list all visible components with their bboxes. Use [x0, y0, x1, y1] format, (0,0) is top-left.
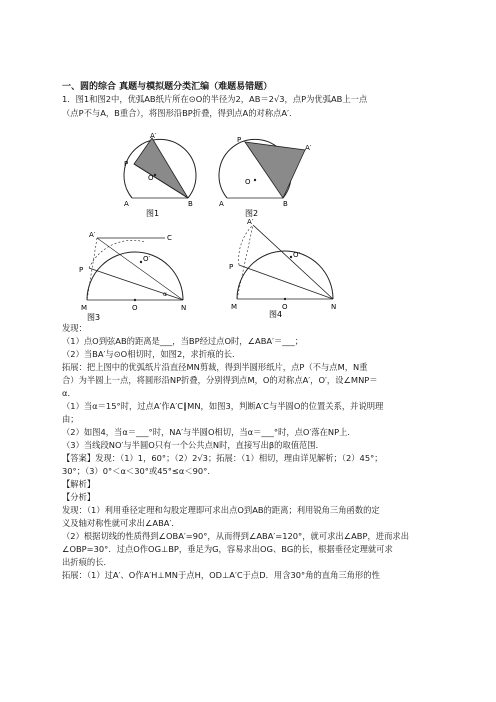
analysis-heading: 【解析】 — [62, 479, 96, 489]
fig1-label: A — [124, 200, 129, 208]
text-line: 发现：（1）利用垂径定理和勾股定理即可求出点O到AB的距离；利用锐角三角函数的定 — [62, 505, 380, 515]
fig1-caption: 图1 — [146, 209, 160, 218]
fig2-label: A′ — [305, 144, 312, 152]
fig1-label: B — [188, 200, 193, 208]
fig2-label: O — [245, 178, 251, 186]
answer-line: 【答案】发现：（1）1，60°；（2）2√3；拓展：（1）相切，理由详见解析；（2）45°； — [62, 453, 383, 463]
fig1-label: O — [148, 174, 154, 182]
fig2-label: A — [219, 200, 224, 208]
text-line: 拓展：把上图中的优弧纸片沿直径MN剪裁，得到半圆形纸片，点P（不与点M，N重 — [62, 362, 368, 372]
text-line: 发现： — [62, 323, 87, 333]
text-line: （1）当α＝15°时，过点A′作A′C∥MN，如图3，判断A′C与半圆O的位置关系，并说明理 — [62, 401, 384, 411]
text-line: 合）为半圆上一点，将圆形沿NP折叠，分别得到点M，O的对称点A′，O′，设∠MNP＝ — [62, 375, 378, 385]
fig4-label: P — [229, 263, 234, 271]
fig4-caption: 图4 — [269, 310, 283, 319]
fig4-label: M — [231, 303, 238, 311]
fig3-label: P — [79, 266, 84, 274]
figure-3 — [75, 228, 195, 323]
fig4-label: O — [282, 303, 288, 311]
analysis-heading: 【分析】 — [62, 492, 96, 502]
figure-1 — [110, 120, 200, 220]
text-line: 由； — [62, 414, 79, 424]
fig3-label: α — [163, 291, 167, 298]
text-line: （点P不与A，B重合），将图形沿BP折叠，得到点A的对称点A′. — [62, 108, 292, 118]
fig3-label: N — [181, 304, 187, 312]
text-line: （2）如图4，当α＝___°时，NA′与半圆O相切，当α＝___°时，点O′落在NP上． — [62, 427, 356, 437]
fig3-caption: 图3 — [87, 313, 101, 322]
fig3-label: M — [81, 304, 88, 312]
fig1-label: A′ — [150, 132, 157, 140]
answer-line: 30°；（3）0°＜α＜30°或45°≤α＜90°． — [62, 466, 216, 476]
text-line: 出折痕的长． — [62, 557, 112, 567]
figure-4 — [225, 215, 345, 320]
fig1-label: P — [124, 160, 129, 168]
text-line: 义及轴对称性就可求出∠ABA′． — [62, 518, 180, 528]
fig4-label: A′ — [247, 218, 254, 226]
fig4-label: N — [331, 303, 337, 311]
text-line: 1．图1和图2中，优弧AB纸片所在⊙O的半径为2，AB＝2√3，点P为优弧AB上一点 — [62, 94, 368, 104]
fig2-label: B — [283, 200, 288, 208]
fig2-caption: 图2 — [245, 209, 259, 218]
text-line: （2）当BA′与⊙O相切时，如图2，求折痕的长． — [62, 349, 241, 359]
text-line: （3）当线段NO′与半圆O只有一个公共点N时，直接写出β的取值范围． — [62, 440, 324, 450]
text-line: α． — [62, 388, 76, 398]
text-line: 拓展：（1）过A′、O作A′H⊥MN于点H，OD⊥A′C于点D．用含30°角的直角三角形的性 — [62, 570, 380, 580]
figure-2 — [205, 120, 315, 220]
fig3-label: A′ — [89, 231, 96, 239]
fig3-label: C — [167, 234, 172, 242]
fig3-label: O′ — [143, 255, 151, 263]
text-line: （2）根据切线的性质得到∠OBA′=90°，从而得到∠ABA′=120°，就可求出∠ABP，进而求出 — [62, 531, 409, 541]
fig2-label: P — [237, 136, 242, 144]
text-line: ∠OBP=30°．过点O作OG⊥BP，垂足为G，容易求出OG、BG的长，根据垂径定理就可求 — [62, 544, 393, 554]
fig3-label: O — [132, 304, 138, 312]
fig4-label: O′ — [293, 251, 301, 259]
section-title: 一、圆的综合 真题与模拟题分类汇编（难题易错题） — [62, 82, 273, 92]
text-line: （1）点O到弦AB的距离是___，当BP经过点O时，∠ABA′＝___； — [62, 336, 304, 346]
